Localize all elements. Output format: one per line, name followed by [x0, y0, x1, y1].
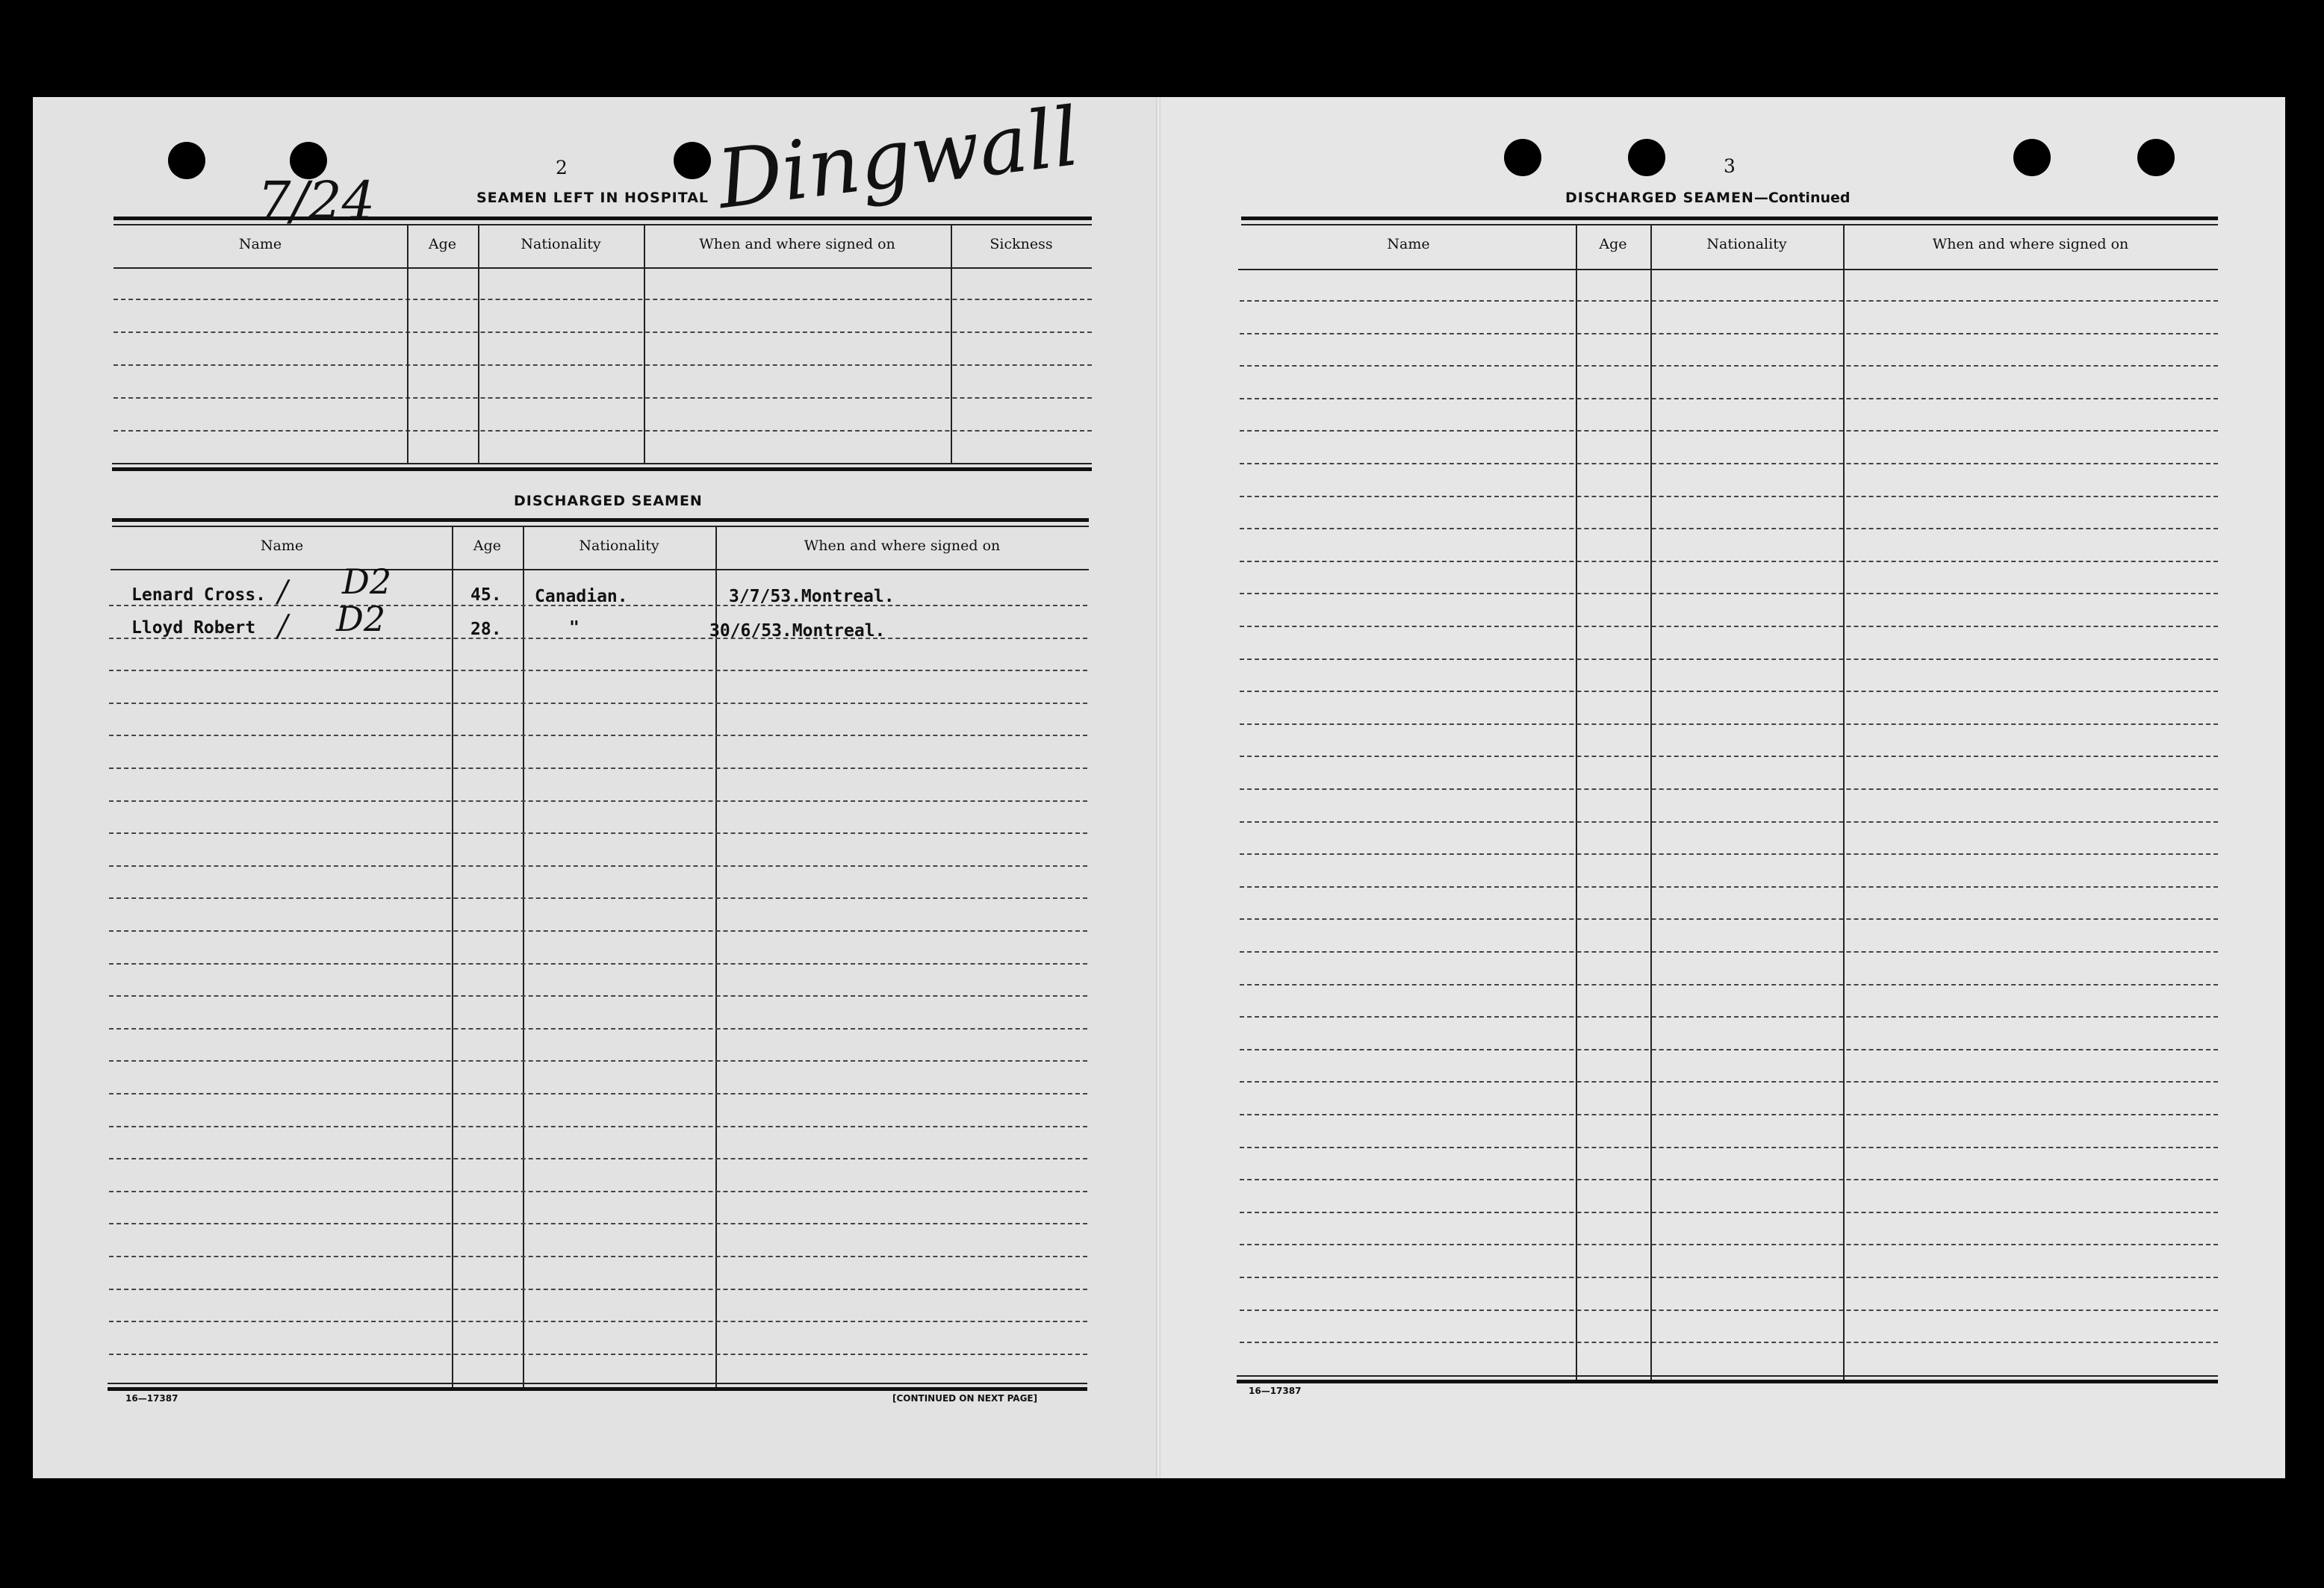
form-number: 16—17387: [1249, 1386, 1302, 1396]
seaman-name: Lenard Cross.: [131, 585, 267, 605]
row-rule: [109, 767, 1087, 769]
row-rule: [109, 1060, 1087, 1062]
row-rule: [114, 331, 1092, 333]
column-rule: [523, 526, 524, 1387]
discharged-continued-title: [1565, 190, 1851, 206]
column-header-age: Age: [428, 236, 457, 252]
row-rule: [1240, 1212, 2218, 1213]
title-continued: —Continued: [1753, 190, 1851, 206]
title-main: DISCHARGED SEAMEN: [1565, 190, 1754, 206]
row-rule: [109, 1028, 1087, 1030]
row-rule: [1240, 528, 2218, 529]
table-rule: [111, 569, 1089, 570]
row-rule: [114, 299, 1092, 300]
row-rule: [1240, 593, 2218, 594]
row-rule: [1240, 365, 2218, 367]
row-rule: [1240, 300, 2218, 302]
row-rule: [1240, 951, 2218, 953]
table-rule: [1237, 1375, 2218, 1377]
row-rule: [1240, 1081, 2218, 1083]
handwritten-tick: /: [278, 609, 288, 644]
table-rule: [112, 526, 1089, 527]
table-rule: [108, 1383, 1087, 1384]
column-rule: [644, 224, 645, 464]
row-rule: [1240, 691, 2218, 692]
column-rule: [951, 224, 952, 464]
right-page: [1158, 97, 2285, 1478]
row-rule: [109, 800, 1087, 802]
row-rule: [114, 397, 1092, 399]
row-rule: [1240, 984, 2218, 986]
row-rule: [1240, 821, 2218, 823]
table-rule: [112, 467, 1092, 471]
row-rule: [1240, 788, 2218, 790]
column-header-signed-on: When and where signed on: [1932, 236, 2129, 252]
column-rule: [478, 224, 479, 464]
handwritten-mark: D2: [336, 599, 386, 639]
row-rule: [109, 1289, 1087, 1290]
table-rule: [114, 267, 1092, 269]
seaman-age: 28.: [470, 620, 502, 639]
punch-hole: [2137, 139, 2175, 176]
table-rule: [112, 463, 1092, 464]
row-rule: [1240, 658, 2218, 660]
row-rule: [1240, 1114, 2218, 1115]
row-rule: [109, 963, 1087, 965]
seaman-name: Lloyd Robert: [131, 618, 256, 638]
page-fold: [1156, 97, 1161, 1478]
row-rule: [1240, 1277, 2218, 1278]
punch-hole: [1504, 139, 1541, 176]
column-header-signed-on: When and where signed on: [699, 236, 895, 252]
row-rule: [109, 1223, 1087, 1224]
row-rule: [109, 1126, 1087, 1127]
column-rule: [715, 526, 717, 1387]
row-rule: [1240, 496, 2218, 497]
row-rule: [1240, 626, 2218, 627]
page-number: 3: [1724, 155, 1736, 177]
left-page: [33, 97, 1168, 1478]
row-rule: [109, 1093, 1087, 1095]
column-header-sickness: Sickness: [989, 236, 1053, 252]
table-rule: [112, 518, 1089, 522]
row-rule: [109, 832, 1087, 834]
table-rule: [1241, 224, 2218, 225]
row-rule: [1240, 1016, 2218, 1018]
seaman-nationality: ": [569, 618, 580, 638]
continued-note: [CONTINUED ON NEXT PAGE]: [892, 1393, 1038, 1404]
table-rule: [1241, 217, 2218, 220]
row-rule: [1240, 1342, 2218, 1343]
row-rule: [109, 930, 1087, 932]
row-rule: [1240, 886, 2218, 888]
row-rule: [109, 1191, 1087, 1192]
row-rule: [1240, 756, 2218, 757]
column-rule: [407, 224, 408, 464]
column-header-name: Name: [238, 236, 282, 252]
form-number: 16—17387: [125, 1393, 178, 1404]
column-header-signed-on: When and where signed on: [804, 538, 1001, 554]
handwritten-ship-name: Dingwall: [712, 90, 1084, 228]
row-rule: [1240, 561, 2218, 562]
table-rule: [1238, 269, 2218, 270]
row-rule: [109, 865, 1087, 867]
punch-hole: [168, 142, 205, 179]
column-header-nationality: Nationality: [1706, 236, 1787, 252]
column-header-age: Age: [473, 538, 502, 554]
row-rule: [109, 1256, 1087, 1257]
column-header-nationality: Nationality: [521, 236, 601, 252]
row-rule: [1240, 1244, 2218, 1245]
row-rule: [109, 897, 1087, 899]
row-rule: [1240, 723, 2218, 725]
column-header-age: Age: [1599, 236, 1627, 252]
row-rule: [1240, 1049, 2218, 1050]
table-rule: [114, 224, 1092, 225]
row-rule: [1240, 1179, 2218, 1180]
row-rule: [109, 1354, 1087, 1355]
handwritten-tick: /: [278, 575, 288, 609]
punch-hole: [1628, 139, 1665, 176]
row-rule: [109, 995, 1087, 997]
row-rule: [1240, 430, 2218, 432]
row-rule: [109, 1158, 1087, 1159]
table-rule: [1237, 1380, 2218, 1383]
handwritten-mark: D2: [342, 561, 392, 602]
row-rule: [109, 638, 1087, 639]
row-rule: [1240, 333, 2218, 334]
row-rule: [1240, 463, 2218, 464]
row-rule: [1240, 918, 2218, 920]
row-rule: [109, 735, 1087, 736]
seaman-nationality: Canadian.: [535, 587, 628, 606]
seaman-signed-on: 3/7/53.Montreal.: [729, 587, 895, 606]
row-rule: [1240, 398, 2218, 399]
column-rule: [452, 526, 453, 1387]
column-header-name: Name: [1387, 236, 1430, 252]
table-rule: [114, 217, 1092, 220]
punch-hole: [2013, 139, 2051, 176]
discharged-section-title: DISCHARGED SEAMEN: [514, 493, 703, 509]
row-rule: [109, 1321, 1087, 1322]
row-rule: [109, 670, 1087, 671]
table-rule: [108, 1387, 1087, 1391]
column-header-nationality: Nationality: [579, 538, 659, 554]
punch-hole: [674, 142, 711, 179]
row-rule: [1240, 853, 2218, 855]
page-number: 2: [556, 157, 568, 178]
seaman-age: 45.: [470, 585, 502, 605]
row-rule: [1240, 1310, 2218, 1311]
row-rule: [109, 703, 1087, 704]
seaman-signed-on: 30/6/53.Montreal.: [709, 621, 886, 641]
row-rule: [114, 430, 1092, 432]
handwritten-folio: 7/24: [258, 170, 376, 231]
row-rule: [114, 364, 1092, 366]
hospital-section-title: SEAMEN LEFT IN HOSPITAL: [476, 190, 709, 206]
row-rule: [1240, 1147, 2218, 1148]
column-header-name: Name: [260, 538, 304, 554]
